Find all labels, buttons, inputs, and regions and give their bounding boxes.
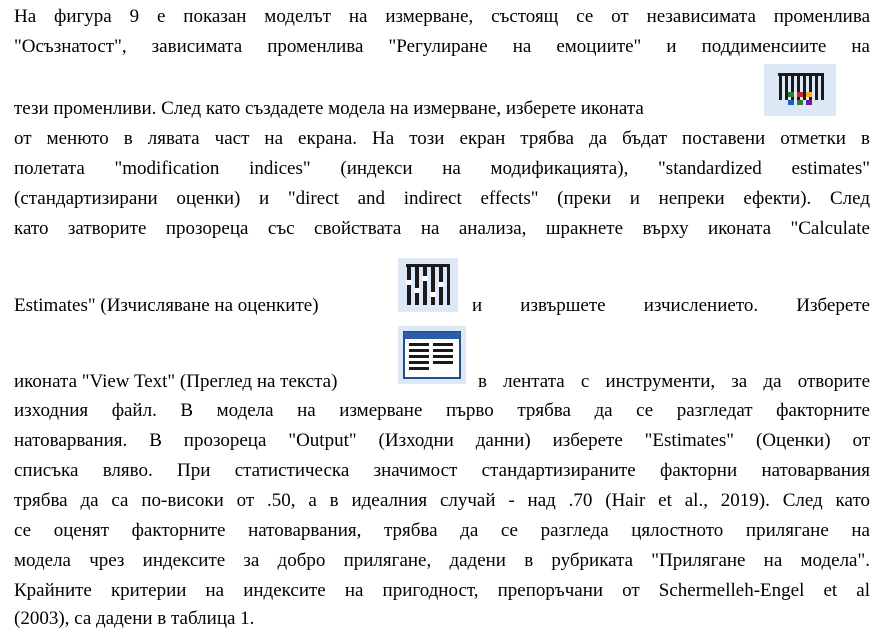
text-line-9a: иконата "View Text" (Преглед на текста) bbox=[14, 371, 338, 392]
text-line-10: изходния файл. В модела на измерване първо трябва да се разгледат факторните bbox=[14, 400, 870, 421]
text-line-3: тези променливи. След като създадете модела на измерване, изберете иконата bbox=[14, 98, 644, 119]
text-line-16: Крайните критерии на индексите на пригодност, препоръчани от Schermelleh-Engel et al bbox=[14, 580, 870, 601]
text-line-4: от менюто в лявата част на екрана. На този екран трябва да бъдат поставени отметки в bbox=[14, 128, 870, 149]
text-line-5: полетата "modification indices" (индекси на модификацията), "standardized estimates" bbox=[14, 158, 870, 179]
text-line-7: като затворите прозореца със свойствата на анализа, шракнете върху иконата "Calculate bbox=[14, 218, 870, 239]
text-line-6: (стандартизирани оценки) и "direct and indirect effects" (преки и непреки ефекти). След bbox=[14, 188, 870, 209]
text-line-17: (2003), са дадени в таблица 1. bbox=[14, 608, 255, 629]
text-line-2: "Осъзнатост", зависимата променлива "Регулиране на емоциите" и поддименсиите на bbox=[14, 36, 870, 57]
text-line-1: На фигура 9 е показан моделът на измерване, състоящ се от независимата променлива bbox=[14, 6, 870, 27]
text-line-14: се оценят факторните натоварвания, трябва да се разгледа цялостното прилягане на bbox=[14, 520, 870, 541]
text-line-9b: в лентата с инструменти, за да отворите bbox=[478, 371, 870, 392]
text-line-8a: Estimates" (Изчисляване на оценките) bbox=[14, 295, 319, 316]
text-line-12: списъка вляво. При статистическа значимост стандартизираните факторни натоварвания bbox=[14, 460, 870, 481]
analysis-properties-icon bbox=[764, 64, 836, 116]
text-line-11: натоварвания. В прозореца "Output" (Изходни данни) изберете "Estimates" (Оценки) от bbox=[14, 430, 870, 451]
text-line-13: трябва да са по-високи от .50, а в идеалния случай - над .70 (Hair et al., 2019). След като bbox=[14, 490, 870, 511]
text-line-15: модела чрез индексите за добро прилягане, дадени в рубриката "Прилягане на модела". bbox=[14, 550, 870, 571]
view-text-icon bbox=[398, 326, 466, 384]
calculate-estimates-icon bbox=[398, 258, 458, 312]
text-line-8b: и извършете изчислението. Изберете bbox=[472, 295, 870, 316]
